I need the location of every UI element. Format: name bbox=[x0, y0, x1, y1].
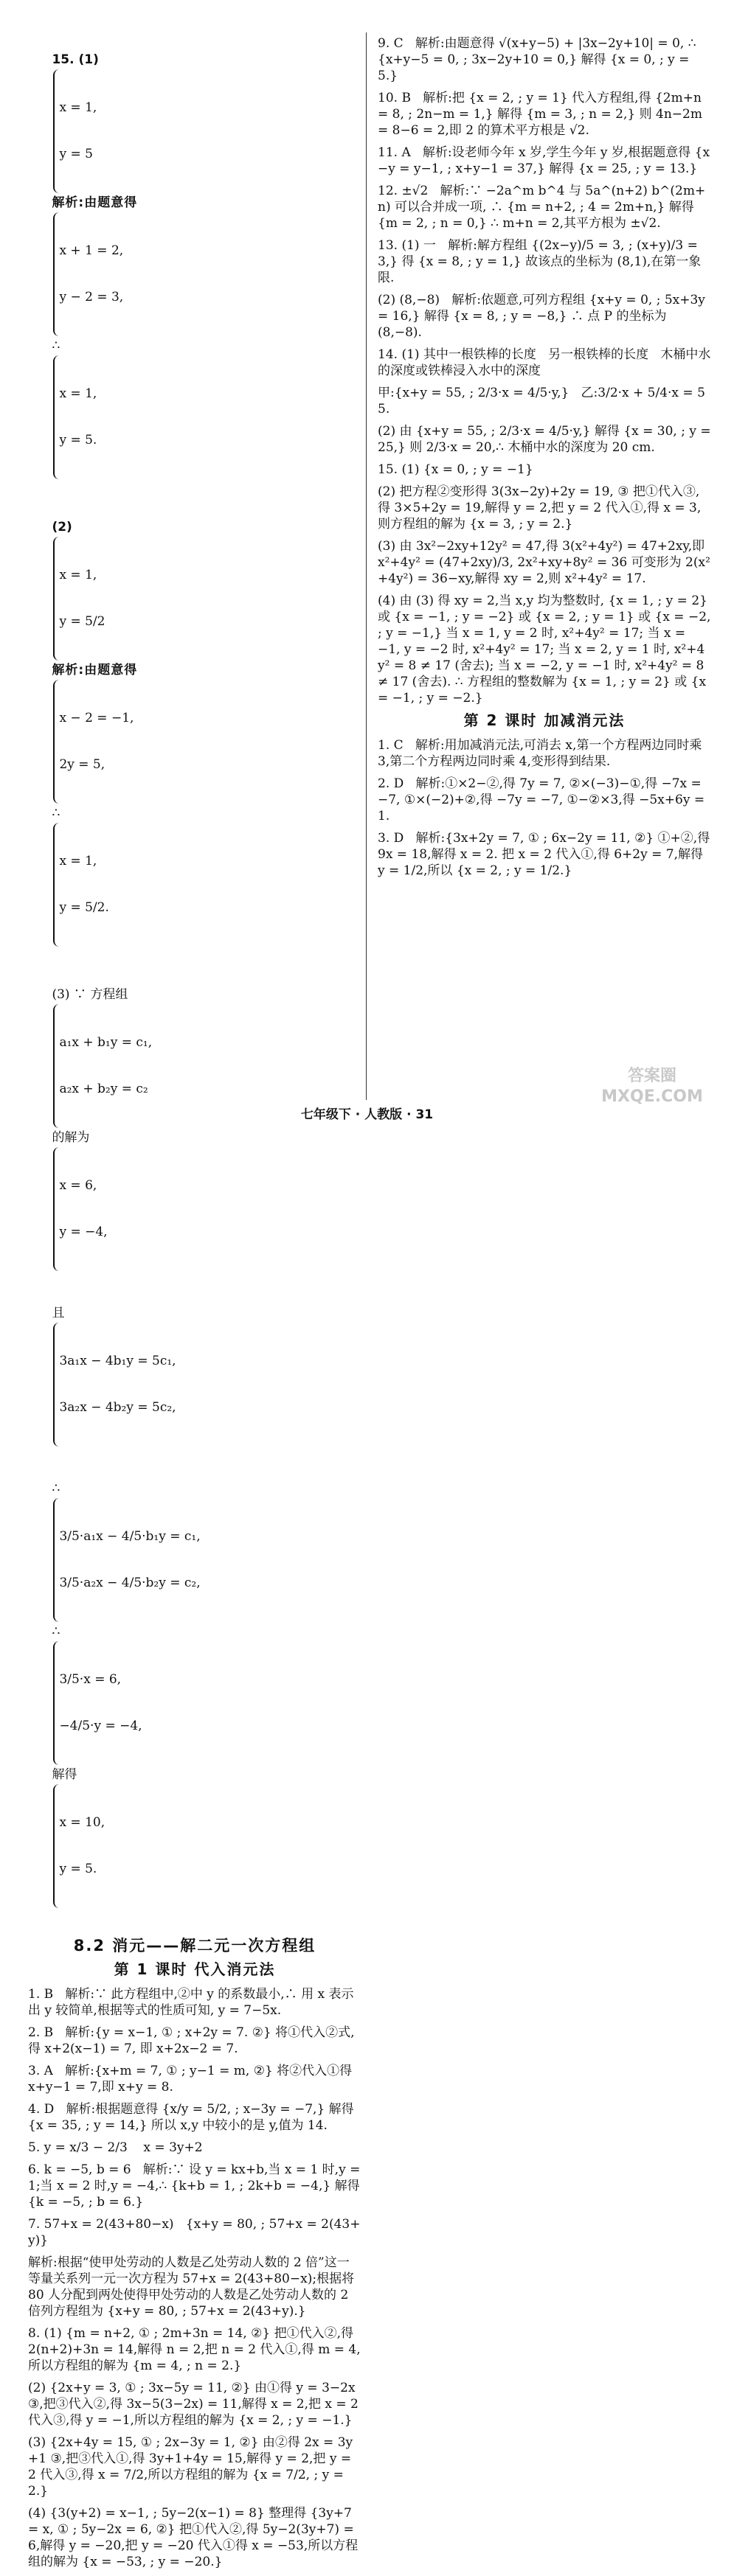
eq-line: y = −4, bbox=[59, 1225, 108, 1239]
q15-2-system-c bbox=[53, 823, 111, 947]
lesson2-title: 第 2 课时 加减消元法 bbox=[463, 711, 626, 729]
answer-item: 1. C 解析:用加减消元法,可消去 x,第一个方程两边同时乘 3,第二个方程两边同时乘 4,变形得到结果. bbox=[378, 738, 706, 769]
solve-label: 解得 bbox=[52, 1767, 77, 1782]
watermark-logo bbox=[589, 1066, 715, 1118]
q15-3-system-d bbox=[53, 1498, 203, 1622]
eq-line: y = 5. bbox=[59, 1862, 97, 1876]
answer-item: 8. (1) {m = n+2, ① ; 2m+3n = 14, ②} 把①代入②,得 2(n+2)+3n = 14,解得 n = 2,把 n = 2 代入①,得 m = 4,所以方程组的解为 {m = 4, ; n = 2.} bbox=[28, 2326, 361, 2373]
eq-line: y − 2 = 3, bbox=[59, 290, 124, 304]
answer-item: 5. y = x/3 − 2/3 x = 3y+2 bbox=[28, 2140, 203, 2155]
answer-item: 4. D 解析:根据题意得 {x/y = 5/2, ; x−3y = −7,} 解得 {x = 35, ; y = 14,} 所以 x,y 中较小的是 y,值为 14. bbox=[28, 2102, 359, 2133]
section-title: 8.2 消元——解二元一次方程组 bbox=[73, 1937, 316, 1954]
eq-line: x = 1, bbox=[59, 386, 97, 401]
answer-item: 甲:{x+y = 55, ; 2/3·x = 4/5·y,} 乙:3/2·x + 5/4·x = 55. bbox=[378, 386, 705, 417]
eq-line: 3/5·a₂x − 4/5·b₂y = c₂, bbox=[59, 1576, 201, 1590]
answer-item: 7. 57+x = 2(43+80−x) {x+y = 80, ; 57+x = 2(43+y)} bbox=[28, 2217, 361, 2248]
eq-line: −4/5·y = −4, bbox=[59, 1719, 142, 1733]
q15-3-mid: 的解为 bbox=[52, 1130, 90, 1145]
q15-part2 bbox=[28, 503, 361, 964]
therefore-symbol: ∴ bbox=[52, 1624, 60, 1639]
answer-item: (3) 由 3x²−2xy+12y² = 47,得 3(x²+4y²) = 47+2xy,即 x²+4y² = (47+2xy)/3, 2x²+xy+8y² = 36 可变形为 2(x²+4y²) = 36−xy,解得 xy = 2,则 x²+4y² = 17. bbox=[378, 539, 710, 586]
eq-line: y = 5/2 bbox=[59, 614, 105, 629]
eq-line: 3a₁x − 4b₁y = 5c₁, bbox=[59, 1354, 176, 1368]
lesson1-title: 第 1 课时 代入消元法 bbox=[114, 1960, 276, 1978]
q15-2-number: (2) bbox=[52, 520, 72, 535]
q15-part1 bbox=[28, 35, 361, 497]
q15-3-system-b bbox=[53, 1147, 110, 1271]
eq-line: 2y = 5, bbox=[59, 757, 105, 772]
therefore-symbol: ∴ bbox=[52, 1481, 60, 1496]
answer-item: 12. ±√2 解析:∵ −2a^m b^4 与 5a^(n+2) b^(2m+n) 可以合并成一项, ∴ {m = n+2, ; 4 = 2m+n,} 解得 {m = 2, ; n = 0,} ∴ m+n = 2,其平方根为 ±√2. bbox=[378, 184, 706, 231]
q15-3-system-f bbox=[53, 1784, 108, 1908]
answer-item: (2) (8,−8) 解析:依题意,可列方程组 {x+y = 0, ; 5x+3y = 16,} 解得 {x = 8, ; y = −8,} ∴ 点 P 的坐标为 (8,−8). bbox=[378, 293, 710, 340]
q15-1-system-b bbox=[53, 212, 126, 336]
q15-3-system-e bbox=[53, 1641, 145, 1765]
answer-item: 3. D 解析:{3x+2y = 7, ① ; 6x−2y = 11, ②} ①+②,得 9x = 18,解得 x = 2. 把 x = 2 代入①,得 6+2y = 7,解得 y = 1/2,所以 {x = 2, ; y = 1/2.} bbox=[378, 831, 714, 878]
q15-1-number: 15. (1) bbox=[52, 52, 99, 67]
eq-line: a₂x + b₂y = c₂ bbox=[59, 1082, 148, 1096]
eq-line: x = 6, bbox=[59, 1178, 97, 1193]
q15-1-answer-system bbox=[53, 69, 100, 193]
answer-item: (3) {2x+4y = 15, ① ; 2x−3y = 1, ②} 由②得 2x = 3y+1 ③,把③代入①,得 3y+1+4y = 15,解得 y = 2,把 y = 2 代入③,得 x = 7/2,所以方程组的解为 {x = 7/2, ; y = 2.} bbox=[28, 2435, 356, 2499]
eq-line: x = 10, bbox=[59, 1815, 105, 1830]
answer-item: (4) {3(y+2) = x−1, ; 5y−2(x−1) = 8} 整理得 {3y+7 = x, ① ; 5y−2x = 6, ②} 把①代入②,得 5y−2(3y+7) = 6,解得 y = −20,把 y = −20 代入①得 x = −53,所以方程组的解为 {x = −53, ; y = −20.} bbox=[28, 2506, 359, 2569]
eq-line: x = 1, bbox=[59, 100, 97, 115]
therefore-symbol: ∴ bbox=[52, 806, 60, 821]
answer-item: 9. C 解析:由题意得 √(x+y−5) + |3x−2y+10| = 0, ∴ {x+y−5 = 0, ; 3x−2y+10 = 0,} 解得 {x = 0, ; y = 5.} bbox=[378, 36, 700, 83]
q15-3-qie: 且 bbox=[52, 1306, 65, 1320]
answer-item: (2) {2x+y = 3, ① ; 3x−5y = 11, ②} 由①得 y = 3−2x ③,把③代入②,得 3x−5(3−2x) = 11,解得 x = 2,把 x = 2 代入③,得 y = −1,所以方程组的解为 {x = 2, ; y = −1.} bbox=[28, 2381, 363, 2428]
eq-line: x = 1, bbox=[59, 854, 97, 868]
answer-item: 10. B 解析:把 {x = 2, ; y = 1} 代入方程组,得 {2m+n = 8, ; 2n−m = 1,} 解得 {m = 3, ; n = 2,} 则 4n−2m = 8−6 = 2,即 2 的算术平方根是 √2. bbox=[378, 91, 707, 138]
eq-line: a₁x + b₁y = c₁, bbox=[59, 1035, 153, 1050]
answer-item: 11. A 解析:设老师今年 x 岁,学生今年 y 岁,根据题意得 {x−y = y−1, ; x+y−1 = 37,} 解得 {x = 25, ; y = 13.} bbox=[378, 145, 710, 176]
answer-item: (4) 由 (3) 得 xy = 2,当 x,y 均为整数时, {x = 1, ; y = 2} 或 {x = −1, ; y = −2} 或 {x = 2, ; y = 1} 或 {x = −2, ; y = −1,} 当 x = 1, y = 2 时, x²+4y² = 17; 当 x = −1, y = −2 时, x²+4y² = 17; 当 x = 2, y = 1 时, x²+4y² = 8 ≠ 17 (舍去); 当 x = −2, y = −1 时, x²+4y² = 8 ≠ 17 (舍去). ∴ 方程组的整数解为 {x = 1, ; y = 2} 或 {x = −1, ; y = −2.} bbox=[378, 593, 715, 706]
eq-line: y = 5/2. bbox=[59, 900, 109, 915]
answer-item: (2) 由 {x+y = 55, ; 2/3·x = 4/5·y,} 解得 {x = 30, ; y = 25,} 则 2/3·x = 20,∴ 木桶中水的深度为 20 cm. bbox=[378, 424, 715, 455]
eq-line: x + 1 = 2, bbox=[59, 243, 124, 258]
answer-item: 2. B 解析:{y = x−1, ① ; x+2y = 7. ②} 将①代入②式,得 x+2(x−1) = 7, 即 x+2x−2 = 7. bbox=[28, 2025, 355, 2056]
answer-item: 15. (1) {x = 0, ; y = −1} bbox=[378, 462, 533, 477]
eq-line: y = 5. bbox=[59, 433, 97, 448]
therefore-symbol: ∴ bbox=[52, 338, 60, 353]
answer-item: 1. B 解析:∵ 此方程组中,②中 y 的系数最小,∴ 用 x 表示出 y 较简单,根据等式的性质可知, y = 7−5x. bbox=[28, 1987, 354, 2018]
column-divider bbox=[366, 32, 367, 1100]
answer-item: 13. (1) 一 解析:解方程组 {(2x−y)/5 = 3, ; (x+y)/3 = 3,} 得 {x = 8, ; y = 1,} 故该点的坐标为 (8,1),在第一象限. bbox=[378, 238, 702, 285]
q15-2-system-b bbox=[53, 680, 136, 804]
answer-item: 3. A 解析:{x+m = 7, ① ; y−1 = m, ②} 将②代入①得 x+y−1 = 7,即 x+y = 8. bbox=[28, 2064, 356, 2095]
eq-line: x = 1, bbox=[59, 568, 97, 582]
answer-item: 解析:根据“使甲处劳动的人数是乙处劳动人数的 2 倍”这一等量关系列一元一次方程为 57+x = 2(43+80−x);根据将 80 人分配到两处使得甲处劳动的人数是乙处劳动人数的 2 倍列方程组为 {x+y = 80, ; 57+x = 2(43+y).} bbox=[28, 2255, 359, 2319]
answer-item: 2. D 解析:①×2−②,得 7y = 7, ②×(−3)−①,得 −7x = −7, ①×(−2)+②,得 −7y = −7, ①−②×3,得 −5x+6y = 1. bbox=[378, 776, 709, 824]
left-column bbox=[28, 35, 364, 2576]
eq-line: 3a₂x − 4b₂y = 5c₂, bbox=[59, 1400, 176, 1415]
eq-line: y = 5 bbox=[59, 147, 93, 161]
q15-3-system-c bbox=[53, 1323, 179, 1447]
answer-item: 14. (1) 其中一根铁棒的长度 另一根铁棒的长度 木桶中水的深度或铁棒浸入水中的深度 bbox=[378, 347, 711, 378]
q15-3-head: (3) ∵ 方程组 bbox=[52, 987, 128, 1002]
answer-item: (2) 把方程②变形得 3(3x−2y)+2y = 19, ③ 把①代入③,得 3×5+2y = 19,解得 y = 2,把 y = 2 代入①,得 x = 3,则方程组的解为 {x = 3, ; y = 2.} bbox=[378, 484, 702, 532]
page-footer: 七年级下 · 人教版 · 31 bbox=[300, 1107, 434, 1122]
answer-item: 6. k = −5, b = 6 解析:∵ 设 y = kx+b,当 x = 1 时,y = 1;当 x = 2 时,y = −4,∴ {k+b = 1, ; 2k+b = −4,} 解得 {k = −5, ; b = 6.} bbox=[28, 2162, 364, 2210]
watermark-url: MXQE.COM bbox=[601, 1087, 703, 1106]
q15-1-analysis: 解析:由题意得 bbox=[52, 195, 138, 210]
q15-1-system-c bbox=[53, 355, 100, 479]
eq-line: 3/5·a₁x − 4/5·b₁y = c₁, bbox=[59, 1529, 201, 1544]
watermark-text: 答案圈 bbox=[627, 1067, 676, 1085]
right-column bbox=[378, 35, 715, 885]
eq-line: 3/5·x = 6, bbox=[59, 1672, 122, 1687]
q15-2-answer-system bbox=[53, 537, 108, 661]
eq-line: x − 2 = −1, bbox=[59, 711, 134, 725]
q15-2-analysis: 解析:由题意得 bbox=[52, 663, 138, 678]
